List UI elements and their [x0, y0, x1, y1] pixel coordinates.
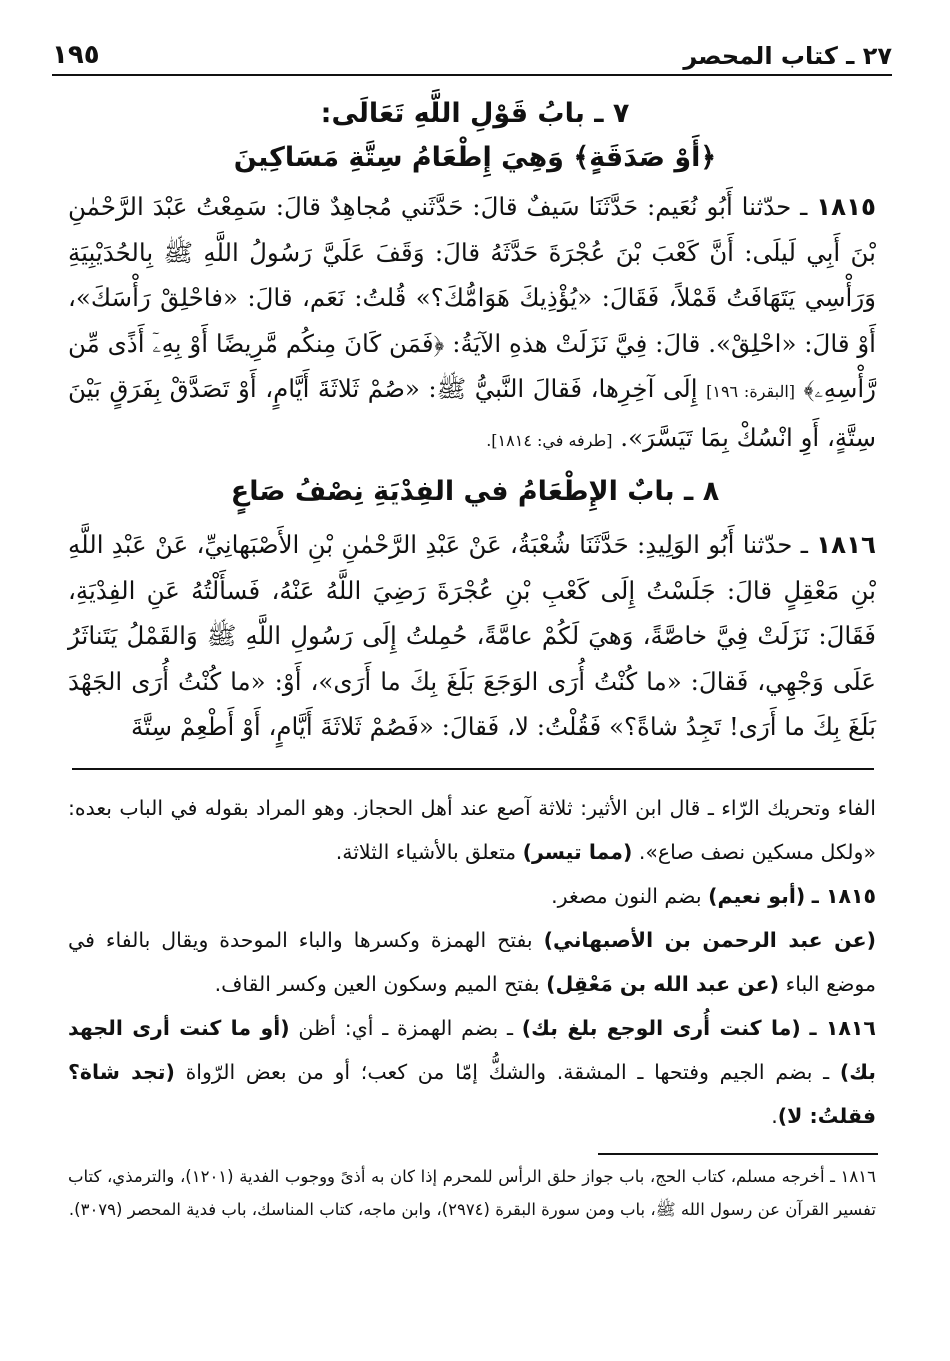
commentary-term: (أبو نعيم): [708, 884, 806, 908]
commentary-term: (مما تيسر): [522, 840, 633, 864]
commentary-paragraph: [68, 786, 876, 874]
footnote-divider: [598, 1153, 878, 1155]
section-7-heading: [60, 92, 890, 180]
quran-citation: [البقرة: ١٩٦]: [706, 382, 796, 401]
commentary-number: ١٨١٦ ـ: [809, 1016, 876, 1040]
commentary-term: (عن عبد الرحمن بن الأصبهاني): [543, 928, 876, 952]
cross-reference: [طرفه في: ١٨١٤].: [486, 430, 613, 450]
commentary-text: متعلق بالأشياء الثلاثة.: [335, 840, 517, 864]
footnote-text: ١٨١٦ ـ أخرجه مسلم، كتاب الحج، باب جواز حلق الرأس للمحرم إذا كان به أذىً ووجوب الفدية (١٢٠١)، والترمذي، كتاب تفسير القرآن عن رسول الله ﷺ، باب ومن سورة البقرة (٢٩٧٤)، وابن ماجه، كتاب المناسك، باب فدية المحصر (٣٠٧٩).: [68, 1167, 876, 1219]
hadith-text-end: إِلَى آخِرِها، فَقالَ النَّبيُّ ﷺ: «صُمْ ثَلاثَةَ أَيَّامٍ، أَوْ تَصَدَّقْ بِفَرَقٍ بَيْنَ سِتَّةٍ، أَوِ انْسُكْ بِمَا تَيَسَّرَ».: [68, 374, 876, 452]
section-7-title-line2: ﴿أَوْ صَدَقَةٍ﴾ وَهِيَ إِطْعَامُ سِتَّةِ مَسَاكِينَ: [233, 142, 717, 173]
commentary-term: (ما كنت أُرى الوجع بلغ بك): [521, 1016, 801, 1040]
commentary-text: بفتح الميم وسكون العين وكسر القاف.: [214, 972, 540, 996]
running-header: [52, 28, 892, 76]
commentary-text: .: [771, 1104, 778, 1128]
commentary-paragraph: [68, 918, 876, 1006]
section-8-title: ٨ ـ بابٌ الإِطْعَامُ في الفِدْيَةِ نِصْفُ صَاعٍ: [230, 476, 720, 507]
hadith-number: ١٨١٥: [816, 192, 876, 221]
hadith-1815: [68, 184, 876, 463]
page-number: ١٩٥: [52, 40, 100, 70]
chapter-title: ٢٧ ـ كتاب المحصر: [683, 42, 892, 70]
hadith-1816: [68, 522, 876, 750]
hadith-text: ـ حدّثنا أَبُو نُعَيم: حَدَّثَنَا سَيفٌ قالَ: حَدَّثَني مُجاهِدٌ قالَ: سَمِعْتُ عَبْدَ الرَّحْمٰنِ بْنَ أَبِي لَيلَى: أَنَّ كَعْبَ بْنَ عُجْرَةَ حَدَّثَهُ قالَ: وَقَفَ عَلَيَّ رَسُولُ اللَّهِ ﷺ بِالحُدَيْبِيَةِ وَرَأْسِي يَتَهَافَتُ قَمْلاً، فَقَالَ: «يُؤْذِيكَ هَوَامُّكَ؟» قُلتُ: نَعَم، قالَ: «فاحْلِقْ رَأْسَكَ»، أَوْ قالَ: «احْلِقْ». قالَ: فِيَّ نَزَلَتْ هذهِ الآيَةُ: ﴿فَمَن كَانَ مِنكُم مَّرِيضًا أَوْ بِهِۦٓ أَذًى مِّن رَّأْسِهِۦ﴾: [68, 192, 877, 403]
commentary-term: (أو ما كنت أرى الجهد بك): [68, 1016, 876, 1084]
commentary-text: ـ بضم الجيم وفتحها ـ المشقة. والشكُّ إمّا من كعب؛ أو من بعض الرّواة: [185, 1060, 830, 1084]
hadith-number: ١٨١٦: [816, 530, 876, 559]
section-7-title-line1: ٧ ـ بابُ قَوْلِ اللَّهِ تَعَالَى:: [320, 98, 630, 129]
text-divider: [72, 768, 874, 770]
commentary-text: بفتح الهمزة وكسرها والباء الموحدة ويقال بالفاء في موضع الباء: [68, 928, 876, 996]
commentary-text: بضم النون مصغر.: [551, 884, 702, 908]
footnote: [68, 1160, 876, 1226]
commentary-term: (عن عبد الله بن مَعْقِل): [546, 972, 780, 996]
commentary: [68, 786, 876, 1138]
hadith-text: ـ حدّثنا أَبُو الوَلِيدِ: حَدَّثَنَا شُعْبَةُ، عَنْ عَبْدِ الرَّحْمٰنِ بْنِ الأَصْبَهانِيِّ، عَنْ عَبْدِ اللَّهِ بْنِ مَعْقِلٍ قالَ: جَلَسْتُ إِلَى كَعْبِ بْنِ عُجْرَةَ رَضِيَ اللَّهُ عَنْهُ، فَسأَلْتُهُ عَنِ الفِدْيَةِ، فَقَالَ: نَزَلَتْ فِيَّ خاصَّةً، وَهيَ لَكُمْ عامَّةً، حُمِلتُ إِلَى رَسُولِ اللَّهِ ﷺ وَالقَمْلُ يَتَناثَرُ عَلَى وَجْهِي، فَقالَ: «ما كُنْتُ أُرَى الوَجَعَ بَلَغَ بِكَ ما أَرَى»، أَوْ: «ما كُنْتُ أُرَى الجَهْدَ بَلَغَ بِكَ ما أَرَى! تَجِدُ شاةً؟» فَقُلْتُ: لا، فَقالَ: «فَصُمْ ثَلاثَةَ أَيَّامٍ، أَوْ أَطْعِمْ سِتَّةَ: [68, 530, 876, 741]
commentary-number: ١٨١٥ ـ: [811, 884, 876, 908]
commentary-text: ـ بضم الهمزة ـ أي: أظن: [298, 1016, 513, 1040]
commentary-term: (تجد شاة؟ فقلتُ: لا): [68, 1060, 876, 1128]
commentary-paragraph: [68, 874, 876, 918]
commentary-paragraph: [68, 1006, 876, 1138]
commentary-text: الفاء وتحريك الرّاء ـ قال ابن الأثير: ثلاثة آصع عند أهل الحجاز. وهو المراد بقوله في الباب بعده: «ولكل مسكين نصف صاع».: [68, 796, 876, 864]
section-8-heading: [60, 470, 890, 514]
